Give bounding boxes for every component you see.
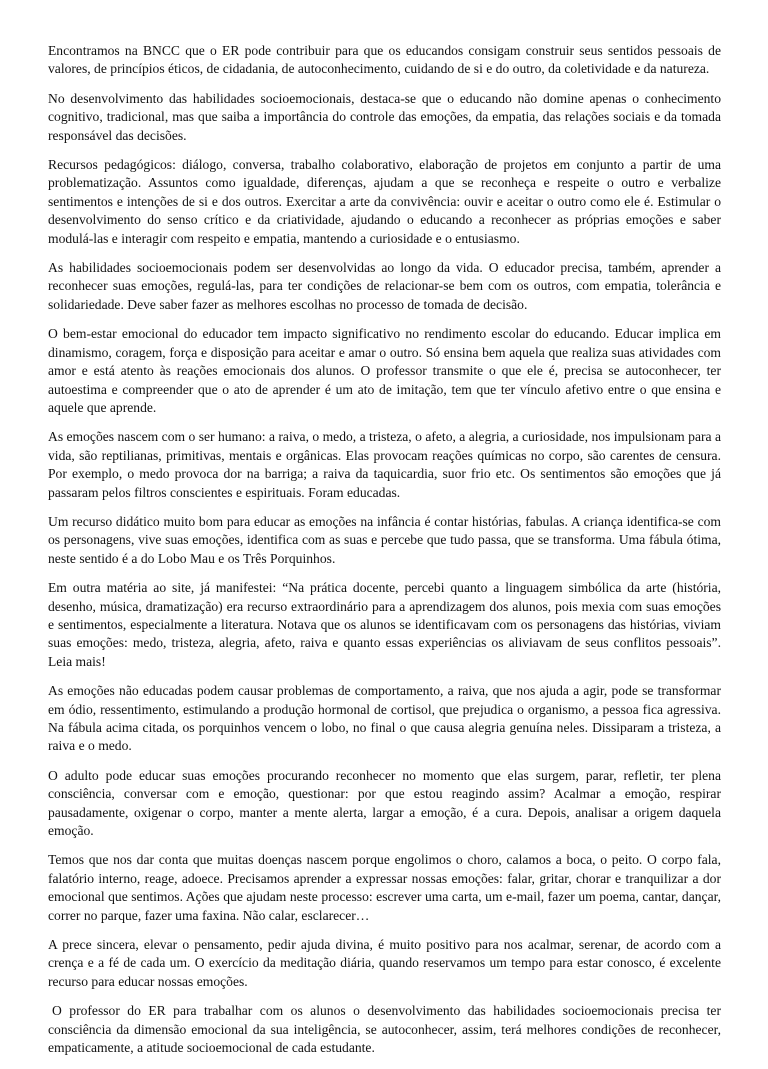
document-body [48, 42, 721, 1069]
paragraph-outra-materia: Em outra matéria ao site, já manifestei: “Na prática docente, percebi quanto a linguagem simbólica da arte (história, desenho, música, dramatização) era recurso extraordinário para a aprendizagem dos alunos, pois mexia com suas emoções e sentimentos, especialmente a literatura. Notava que os alunos se identificavam com os personagens das histórias, viviam suas emoções: medo, tristeza, alegria, afeto, raiva e quanto essas experiências os aliviavam de seus conflitos pessoais”. Leia mais! [48, 580, 721, 669]
paragraph-emocoes-nao-educadas: As emoções não educadas podem causar problemas de comportamento, a raiva, que nos ajuda a agir, pode se transformar em ódio, ressentimento, estimulando a produção hormonal de cortisol, que prejudica o organismo, a pessoa fica agressiva. Na fábula acima citada, os porquinhos vencem o lobo, no final o que causa alegria genuína neles. Dissiparam a tristeza, a raiva e o medo. [48, 683, 721, 754]
paragraph-recurso-didatico: Um recurso didático muito bom para educar as emoções na infância é contar histórias, fabulas. A criança identifica-se com os personagens, vive suas emoções, identifica com as suas e percebe que tudo passa, que se transforma. Uma fábula ótima, neste sentido é a do Lobo Mau e os Três Porquinhos. [48, 513, 721, 566]
paragraph-emocoes-nascem: As emoções nascem com o ser humano: a raiva, o medo, a tristeza, o afeto, a alegria, a curiosidade, nos impulsionam para a vida, são reptilianas, primitivas, mentais e orgânicas. Elas provocam reações químicas no corpo, são carentes de censura. Por exemplo, o medo provoca dor na barriga; a raiva da taquicardia, suor frio etc. Os sentimentos são emoções que já passaram pelos filtros conscientes e espirituais. Foram educadas. [48, 429, 721, 500]
paragraph-habilidades-vida: As habilidades socioemocionais podem ser desenvolvidas ao longo da vida. O educador precisa, também, aprender a reconhecer suas emoções, regulá-las, para ter condições de relacionar-se bem com os outros, com empatia, tolerância e solidariedade. Deve saber fazer as melhores escolhas no processo de tomada de decisão. [48, 260, 721, 312]
paragraph-adulto: O adulto pode educar suas emoções procurando reconhecer no momento que elas surgem, parar, refletir, ter plena consciência, conversar com e emoção, questionar: por que estou reagindo assim? Acalmar a emoção, respirar pausadamente, oxigenar o corpo, manter a mente alerta, largar a emoção, é a cura. Depois, analisar a origem daquela emoção. [48, 767, 721, 839]
paragraph-recursos-pedagogicos: Recursos pedagógicos: diálogo, conversa, trabalho colaborativo, elaboração de projetos em conjunto a partir de uma problematização. Assuntos como igualdade, diferenças, ajudam a que se reconheça e respeite o outro e verbalize sentimentos e intenções de si e dos outros. Exercitar a arte da convivência: ouvir e aceitar o outro como ele é. Estimular o desenvolvimento do senso crítico e da criatividade, ajudando o educando a reconhecer as próprias emoções e saber modulá-las e interagir com respeito e empatia, mantendo a curiosidade e o entusiasmo. [48, 157, 721, 246]
paragraph-bncc: Encontramos na BNCC que o ER pode contribuir para que os educandos consigam construir seus sentidos pessoais de valores, de princípios éticos, de cidadania, de autoconhecimento, cuidando de si e do outro, da coletividade e da natureza. [48, 43, 721, 77]
paragraph-professor-er: O professor do ER para trabalhar com os alunos o desenvolvimento das habilidades socioemocionais precisa ter consciência da dimensão emocional da sua inteligência, se autoconhecer, assim, terá melhores condições de reconhecer, empaticamente, a atitude socioemocional de cada estudante. [48, 1003, 721, 1056]
paragraph-habilidades: No desenvolvimento das habilidades socioemocionais, destaca-se que o educando não domine apenas o conhecimento cognitivo, tradicional, mas que saiba a importância do controle das emoções, da empatia, das relações sociais e da tomada responsável das decisões. [48, 90, 721, 143]
paragraph-bem-estar: O bem-estar emocional do educador tem impacto significativo no rendimento escolar do educando. Educar implica em dinamismo, coragem, força e disposição para aceitar e amar o outro. Só ensina bem aquela que realiza suas atividades com amor e está atento às reações emocionais dos alunos. O professor transmite o que ele é, precisa se autoconhecer, ter autoestima e compreender que o ato de aprender é um ato de imitação, tem que ter vínculo afetivo entre o que ensina e aquele que aprende. [48, 326, 721, 415]
paragraph-doencas: Temos que nos dar conta que muitas doenças nascem porque engolimos o choro, calamos a boca, o peito. O corpo fala, falatório interno, reage, adoece. Precisamos aprender a expressar nossas emoções: falar, gritar, chorar e tranquilizar a dor emocional que sentimos. Ações que ajudam neste processo: escrever uma carta, um e-mail, fazer um poema, cantar, dançar, correr no parque, fazer uma faxina. Não calar, esclarecer… [48, 852, 721, 923]
paragraph-prece: A prece sincera, elevar o pensamento, pedir ajuda divina, é muito positivo para nos acalmar, serenar, de acordo com a crença e a fé de cada um. O exercício da meditação diária, quando reservamos um tempo para estar conosco, é excelente recurso para educar nossas emoções. [48, 937, 721, 989]
